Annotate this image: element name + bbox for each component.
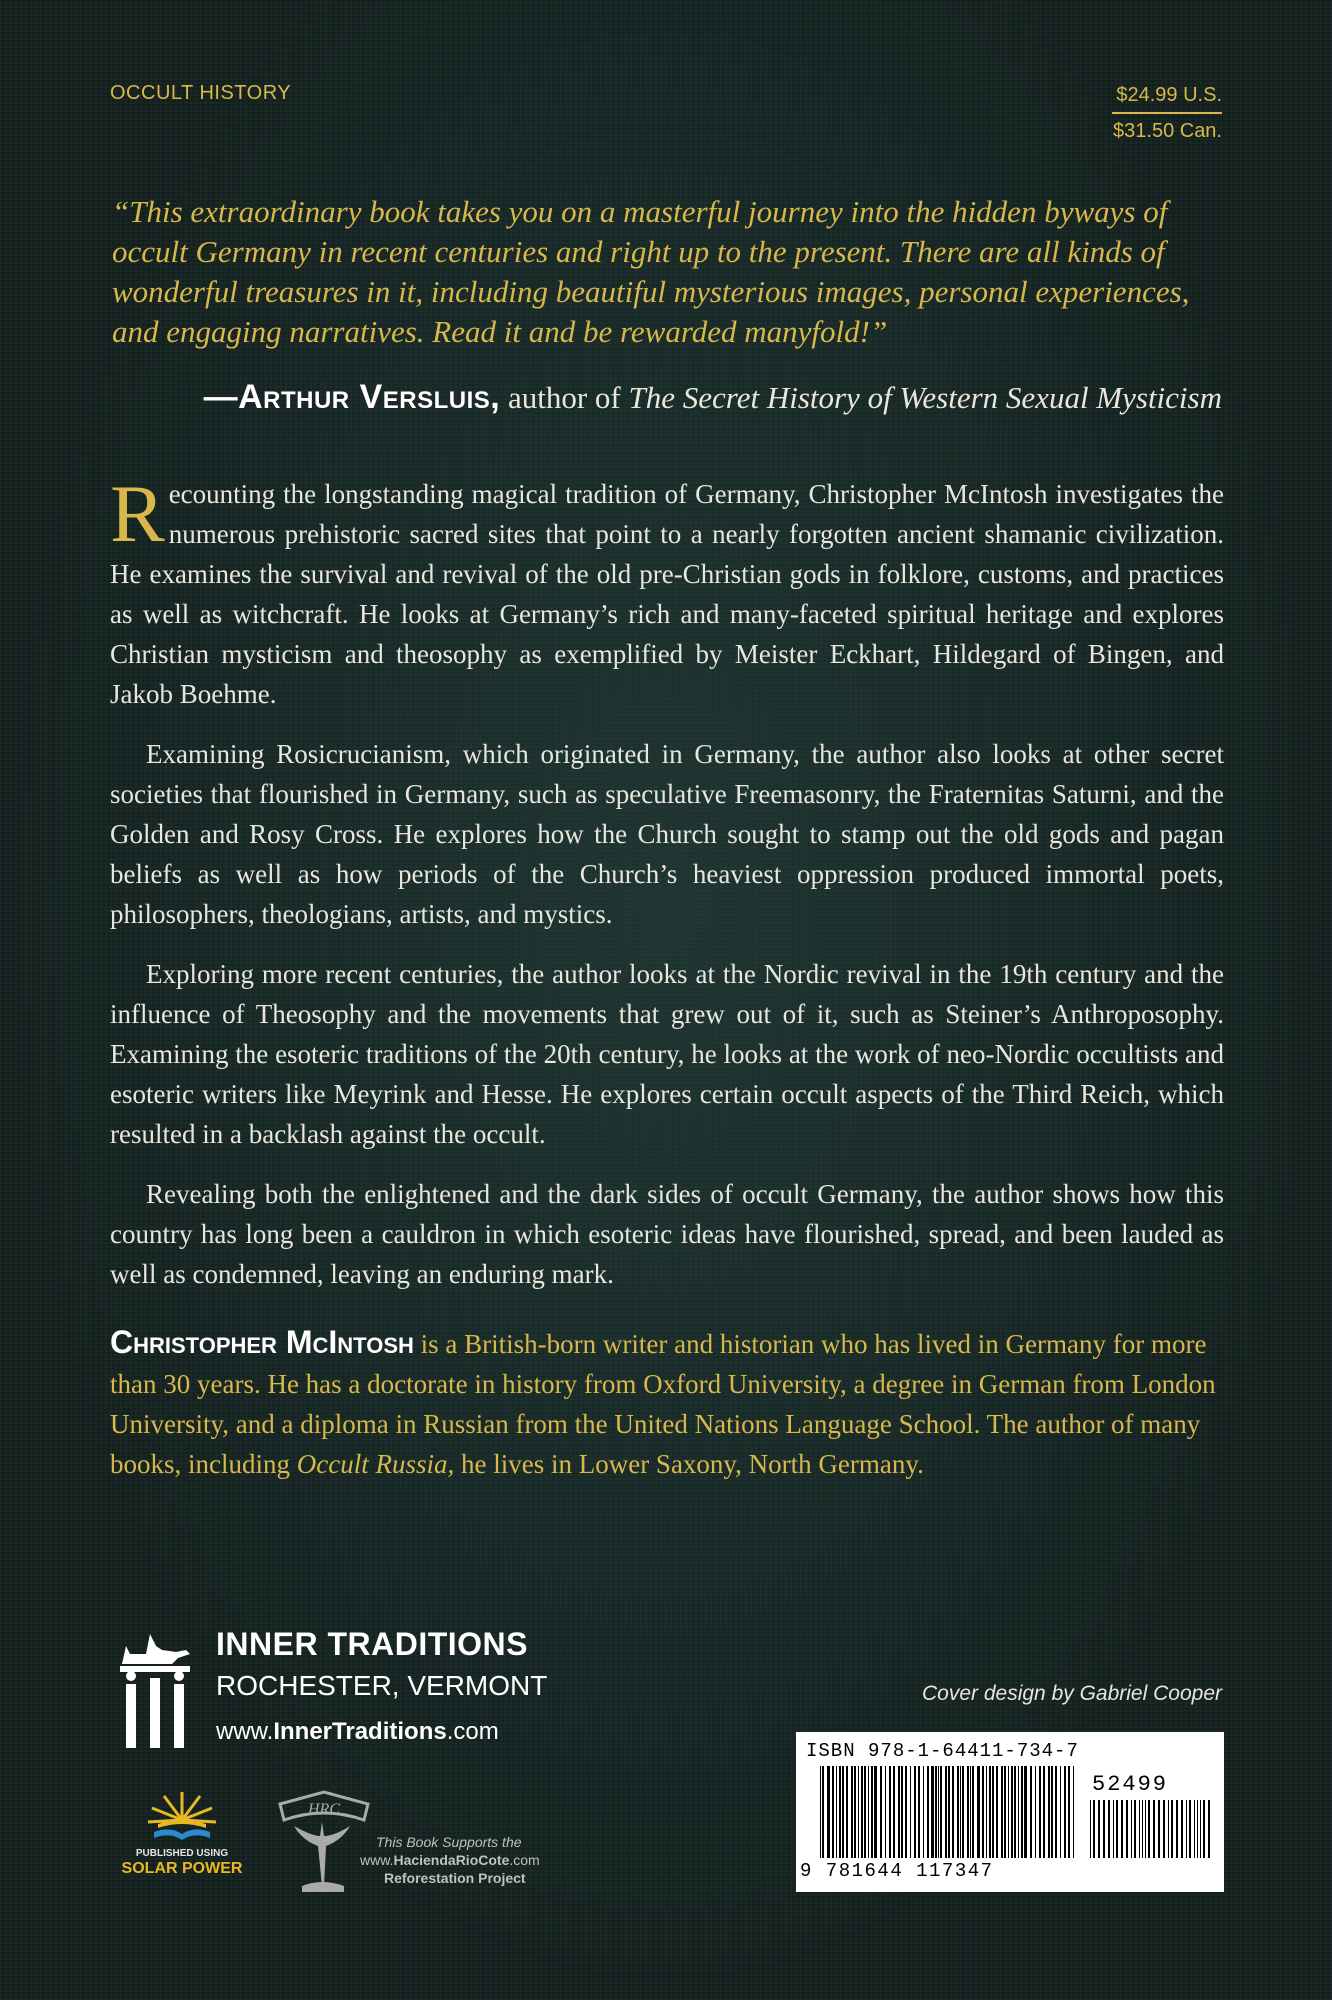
solar-power-badge [112, 1786, 252, 1886]
endorser-role: author of [507, 380, 621, 415]
solar-line-2: SOLAR POWER [121, 1860, 243, 1877]
barcode-bar [1060, 1766, 1061, 1858]
barcode-bar [982, 1766, 984, 1858]
barcode-bar [880, 1766, 882, 1858]
web-main: InnerTraditions [273, 1718, 447, 1745]
endorser-book-title: The Secret History of Western Sexual Mysticism [628, 380, 1222, 415]
barcode-bar [1030, 1766, 1032, 1858]
barcode-bar [935, 1766, 937, 1858]
price-bar [1090, 1800, 1091, 1858]
barcode-bar [1043, 1766, 1045, 1858]
price-bar [1131, 1800, 1132, 1858]
barcode-bar [885, 1766, 886, 1858]
isbn-text: ISBN 978-1-64411-734-7 [806, 1740, 1079, 1762]
price-bar [1142, 1800, 1143, 1858]
author-name: Christopher McIntosh [110, 1324, 414, 1360]
barcode-bar [1048, 1766, 1050, 1858]
barcode-bar [1011, 1766, 1013, 1858]
barcode-bar [931, 1766, 934, 1858]
barcode-bar [1004, 1766, 1006, 1858]
price-divider [1112, 112, 1222, 114]
price-us: $24.99 U.S. [1116, 84, 1222, 106]
isbn-barcode [796, 1732, 1224, 1892]
barcode-bar [948, 1766, 950, 1858]
description-paragraph-2: Examining Rosicrucianism, which originated in Germany, the author also looks at other secret societies that flourished in Germany, such as speculative Freemasonry, the Fraternitas Saturni, and the Golden and Rosy Cross. He explores how the Church sought to stamp out the old gods and pagan beliefs as well as how periods of the Church’s heaviest oppression produced immortal poets, philosophers, theologians, artists, and mystics. [110, 739, 1224, 929]
book-description [110, 468, 1224, 1314]
tree-logo-icon [272, 1786, 372, 1896]
hrc-web-main: HaciendaRioCote [393, 1852, 510, 1868]
author-bio [110, 1322, 1224, 1484]
description-paragraph-4: Revealing both the enlightened and the dark sides of occult Germany, the author shows how this country has long been a cauldron in which esoteric ideas have flourished, spread, and been lauded as well as condemned, leaving an enduring mark. [110, 1179, 1224, 1289]
barcode-bar [889, 1766, 891, 1858]
solar-line-1: PUBLISHED USING [135, 1848, 229, 1859]
price-bar [1121, 1800, 1123, 1858]
price-bar [1197, 1800, 1198, 1858]
category-label: OCCULT HISTORY [110, 82, 292, 104]
barcode-bar [923, 1766, 924, 1858]
barcode-bar [910, 1766, 911, 1858]
author-book-title: Occult Russia, [296, 1449, 455, 1479]
barcode-bar [861, 1766, 863, 1858]
barcode-bar [874, 1766, 877, 1858]
barcode-bar [1014, 1766, 1016, 1858]
barcode-bar [927, 1766, 929, 1858]
barcode-bar [905, 1766, 907, 1858]
endorser-name: —Arthur Versluis, [203, 378, 501, 416]
barcode-bar [836, 1766, 837, 1858]
price-bar [1126, 1800, 1128, 1858]
barcode-bar [1073, 1766, 1074, 1858]
price-bar [1153, 1800, 1155, 1858]
price-code: 52499 [1092, 1772, 1169, 1797]
hrc-web-suffix: .com [509, 1852, 540, 1868]
barcode-bar [918, 1766, 920, 1858]
barcode-bar [893, 1766, 895, 1858]
price-bar [1168, 1800, 1169, 1858]
price-bar [1139, 1800, 1140, 1858]
barcode-bar [1035, 1766, 1036, 1858]
barcode-bar [960, 1766, 961, 1858]
drop-cap: R [110, 468, 165, 559]
price-bar [1158, 1800, 1160, 1858]
endorsement-quote: “This extraordinary book takes you on a masterful journey into the hidden byways of occult Germany in recent centuries and right up to the present. There are all kinds of wonderful treasures in it, including beautiful mysterious images, personal experiences, and engaging narratives. Read it and be rewarded manyfold!” [112, 194, 1190, 349]
price-bar [1093, 1800, 1095, 1858]
publisher-name: INNER TRADITIONS [216, 1626, 528, 1662]
price-bar [1200, 1800, 1201, 1858]
price-block [1072, 80, 1222, 146]
hrc-line-2 [360, 1852, 540, 1868]
price-bar [1189, 1800, 1191, 1858]
price-bar [1176, 1800, 1178, 1858]
publisher-website [216, 1718, 499, 1746]
barcode-bar [827, 1766, 830, 1858]
description-paragraph-1 [110, 468, 1224, 714]
barcode-bar [839, 1766, 841, 1858]
barcode-bar [1008, 1766, 1009, 1858]
barcode-bar [962, 1766, 964, 1858]
barcode-bar [945, 1766, 947, 1858]
barcode-bar [1039, 1766, 1041, 1858]
barcode-bar [846, 1766, 848, 1858]
description-text-1: ecounting the longstanding magical tradition of Germany, Christopher McIntosh investigates the numerous prehistoric sacred sites that point to a nearly forgotten ancient shamanic civilization. He examines the survival and revival of the old pre-Christian gods in folklore, customs, and practices as well as witchcraft. He looks at Germany’s rich and many-faceted spiritual heritage and explores Christian mysticism and theosophy as exemplified by Meister Eckhart, Hildegard of Bingen, and Jakob Boehme. [110, 479, 1224, 709]
barcode-bar [1018, 1766, 1019, 1858]
publisher-block [116, 1618, 576, 1748]
barcode-bar [1064, 1766, 1066, 1858]
author-bio-text-b: he lives in Lower Saxony, North Germany. [454, 1449, 924, 1479]
endorsement-attribution [204, 378, 1222, 417]
barcode-bar [842, 1766, 844, 1858]
publisher-location: ROCHESTER, VERMONT [216, 1670, 548, 1701]
price-bar [1163, 1800, 1165, 1858]
barcode-bar [1051, 1766, 1053, 1858]
barcode-bar [851, 1766, 853, 1858]
price-bar [1148, 1800, 1150, 1858]
barcode-bar [822, 1766, 824, 1858]
barcode-bar [992, 1766, 994, 1858]
description-paragraph-3: Exploring more recent centuries, the author looks at the Nordic revival in the 19th century and the influence of Theosophy and the movements that grew out of it, such as Steiner’s Anthroposophy. Examining the esoteric traditions of the 20th century, he looks at the work of neo-Nordic occultists and esoteric writers like Meyrink and Hesse. He explores certain occult aspects of the Third Reich, which resulted in a backlash against the occult. [110, 959, 1224, 1149]
price-bar [1171, 1800, 1173, 1858]
barcode-bar [868, 1766, 869, 1858]
barcode-bar [996, 1766, 998, 1858]
price-bar [1108, 1800, 1110, 1858]
barcode-bar [977, 1766, 980, 1858]
barcode-bar [832, 1766, 834, 1858]
price-bar [1208, 1800, 1210, 1858]
price-bar [1186, 1800, 1187, 1858]
price-bar [1116, 1800, 1118, 1858]
hrc-line-3: Reforestation Project [384, 1870, 526, 1886]
barcode-bar [1021, 1766, 1023, 1858]
sun-book-icon [142, 1786, 222, 1846]
barcode-bar [898, 1766, 900, 1858]
web-prefix: www. [216, 1718, 274, 1745]
barcode-bar [858, 1766, 859, 1858]
hrc-line-1: This Book Supports the [376, 1834, 522, 1850]
barcode-number: 9 781644 117347 [800, 1860, 994, 1882]
cover-design-credit: Cover design by Gabriel Cooper [922, 1682, 1222, 1705]
barcode-bar [854, 1766, 856, 1858]
price-bar [1181, 1800, 1183, 1858]
barcode-bar [970, 1766, 971, 1858]
barcode-bar [1001, 1766, 1003, 1858]
barcode-bar [1068, 1766, 1070, 1858]
hrc-logo-text: HRC [308, 1801, 340, 1818]
barcode-bar [989, 1766, 991, 1858]
author-bio-text-a: is a British-born writer and historian who has lived in Germany for more than 30 years. He has a doctorate in history from Oxford University, a degree in German from London University, and a diploma in Russian from the United Nations Language School. The author of many books, including [110, 1329, 1216, 1479]
barcode-bar [952, 1766, 954, 1858]
price-bar [1098, 1800, 1100, 1858]
barcode-bar [871, 1766, 873, 1858]
barcode-bar [1055, 1766, 1057, 1858]
barcode-bar [864, 1766, 866, 1858]
web-suffix: .com [446, 1718, 499, 1745]
barcode-bar [1024, 1766, 1027, 1858]
barcode-bar [972, 1766, 974, 1858]
barcode-bar [967, 1766, 969, 1858]
barcode-bar [820, 1766, 821, 1858]
barcode-bar [957, 1766, 959, 1858]
price-bar [1103, 1800, 1105, 1858]
price-bar [1203, 1800, 1205, 1858]
reforestation-badge [272, 1786, 592, 1896]
hrc-web-prefix: www. [360, 1852, 394, 1868]
price-bar [1145, 1800, 1146, 1858]
inner-traditions-logo-icon [116, 1624, 196, 1752]
price-bar [1194, 1800, 1195, 1858]
barcode-bar [940, 1766, 942, 1858]
barcode-bar [938, 1766, 939, 1858]
price-bar [1134, 1800, 1136, 1858]
barcode-bar [914, 1766, 916, 1858]
barcode-bar [986, 1766, 987, 1858]
price-bar [1113, 1800, 1114, 1858]
barcode-bar [901, 1766, 903, 1858]
price-can: $31.50 Can. [1113, 120, 1222, 142]
